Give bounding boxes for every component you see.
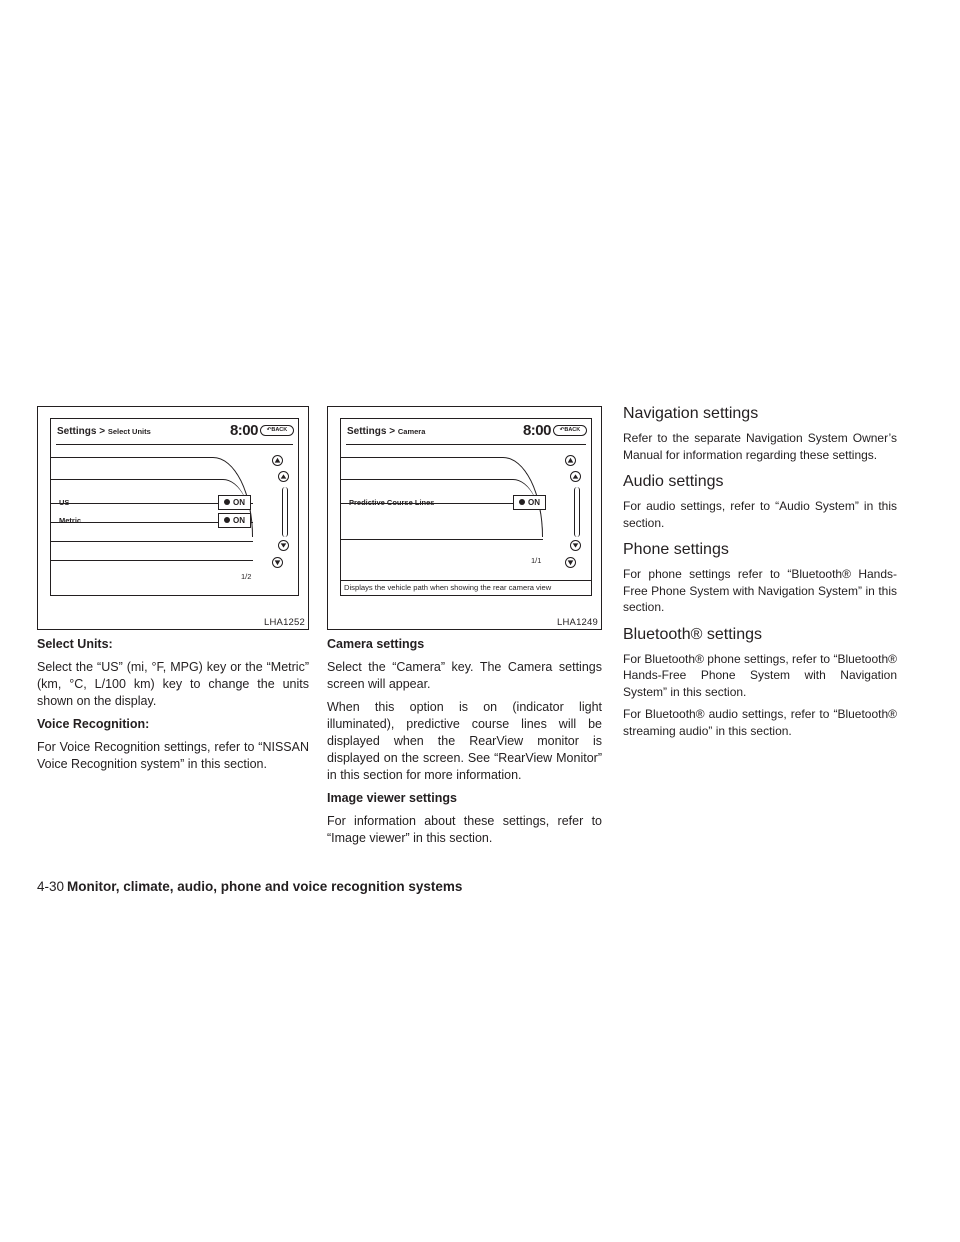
page-number: 4-30	[37, 879, 65, 894]
screen-subtitle: Select Units	[107, 427, 151, 436]
chapter-title: Monitor, climate, audio, phone and voice recognition systems	[67, 879, 463, 894]
scroll-down-button[interactable]	[278, 540, 289, 551]
menu-divider	[50, 541, 253, 551]
indicator-light-icon	[224, 499, 230, 505]
paragraph: Refer to the separate Navigation System Owner’s Manual for information regarding these settings.	[623, 431, 897, 462]
heading-select-units: Select Units:	[37, 637, 113, 651]
heading-phone-settings: Phone settings	[623, 541, 729, 558]
figure-code: LHA1252	[263, 617, 305, 628]
units-row-us[interactable]	[59, 496, 259, 512]
scroll-bottom-button[interactable]	[272, 557, 283, 568]
scroll-up-button[interactable]	[570, 471, 581, 482]
double-down-arrow-icon	[274, 559, 281, 566]
back-button[interactable]: ↶BACK	[260, 425, 294, 436]
row-label: Predictive Course Lines	[349, 498, 435, 507]
double-down-arrow-icon	[567, 559, 574, 566]
row-label: Metric	[59, 516, 82, 525]
scroll-down-button[interactable]	[570, 540, 581, 551]
screen-camera	[340, 418, 592, 596]
double-up-arrow-icon	[567, 457, 574, 464]
figure-code: LHA1249	[556, 617, 598, 628]
paragraph: For Voice Recognition settings, refer to “NISSAN Voice Recognition system” in this section.	[37, 740, 309, 771]
scroll-bottom-button[interactable]	[565, 557, 576, 568]
indicator-light-icon	[519, 499, 525, 505]
on-indicator[interactable]: ON	[218, 495, 251, 510]
paragraph: For audio settings, refer to “Audio System” in this section.	[623, 499, 897, 530]
scrollbar[interactable]	[574, 487, 580, 537]
heading-bluetooth-settings: Bluetooth® settings	[623, 625, 762, 643]
screen-title: Settings > Camera	[347, 426, 426, 437]
paragraph: Select the “Camera” key. The Camera settings screen will appear.	[327, 660, 602, 691]
indicator-light-icon	[224, 517, 230, 523]
row-label: US	[59, 498, 70, 507]
up-arrow-icon	[572, 473, 579, 480]
up-arrow-icon	[280, 473, 287, 480]
page-indicator: 1/1	[531, 556, 542, 565]
screen-title: Settings > Select Units	[57, 426, 151, 437]
column-3	[623, 404, 897, 739]
scroll-up-button[interactable]	[278, 471, 289, 482]
paragraph: For Bluetooth® audio settings, refer to “Bluetooth® streaming audio” in this section.	[623, 707, 897, 738]
back-button[interactable]: ↶BACK	[553, 425, 587, 436]
on-indicator[interactable]: ON	[218, 513, 251, 528]
scrollbar[interactable]	[282, 487, 288, 537]
page-indicator: 1/2	[241, 572, 252, 581]
heading-voice-recognition: Voice Recognition:	[37, 717, 150, 731]
down-arrow-icon	[280, 542, 287, 549]
page-footer	[37, 879, 462, 894]
paragraph: For phone settings refer to “Bluetooth® Hands-Free Phone System with Navigation System” in this section.	[623, 567, 897, 614]
heading-navigation-settings: Navigation settings	[623, 405, 759, 422]
screen-header	[51, 419, 298, 445]
column-1	[37, 406, 309, 773]
heading-camera-settings: Camera settings	[327, 637, 425, 651]
on-indicator[interactable]: ON	[513, 495, 546, 510]
double-up-arrow-icon	[274, 457, 281, 464]
paragraph: For information about these settings, refer to “Image viewer” in this section.	[327, 814, 602, 845]
paragraph: For Bluetooth® phone settings, refer to “Bluetooth® Hands-Free Phone System with Navigation System” in this section.	[623, 651, 897, 699]
down-arrow-icon	[572, 542, 579, 549]
scroll-top-button[interactable]	[272, 455, 283, 466]
paragraph: When this option is on (indicator light illuminated), predictive course lines will be displayed when the RearView monitor is displayed on the screen. See “RearView Monitor” in this section for more information.	[327, 700, 602, 782]
heading-image-viewer-settings: Image viewer settings	[327, 791, 457, 805]
predictive-course-lines-row[interactable]	[349, 496, 554, 512]
figure-camera	[327, 406, 602, 630]
column-2	[327, 406, 602, 847]
paragraph: Select the “US” (mi, °F, MPG) key or the “Metric” (km, °C, L/100 km) key to change the units shown on the display.	[37, 660, 309, 708]
menu-divider	[50, 560, 253, 570]
heading-audio-settings: Audio settings	[623, 473, 724, 490]
clock: 8:00	[229, 422, 258, 439]
clock: 8:00	[522, 422, 551, 439]
screen-header	[341, 419, 591, 445]
figure-select-units	[37, 406, 309, 630]
menu-divider	[340, 539, 543, 549]
screen-subtitle: Camera	[397, 427, 426, 436]
units-row-metric[interactable]	[59, 514, 259, 530]
scroll-top-button[interactable]	[565, 455, 576, 466]
help-text-bar: Displays the vehicle path when showing the rear camera view	[341, 580, 591, 595]
screen-select-units	[50, 418, 299, 596]
